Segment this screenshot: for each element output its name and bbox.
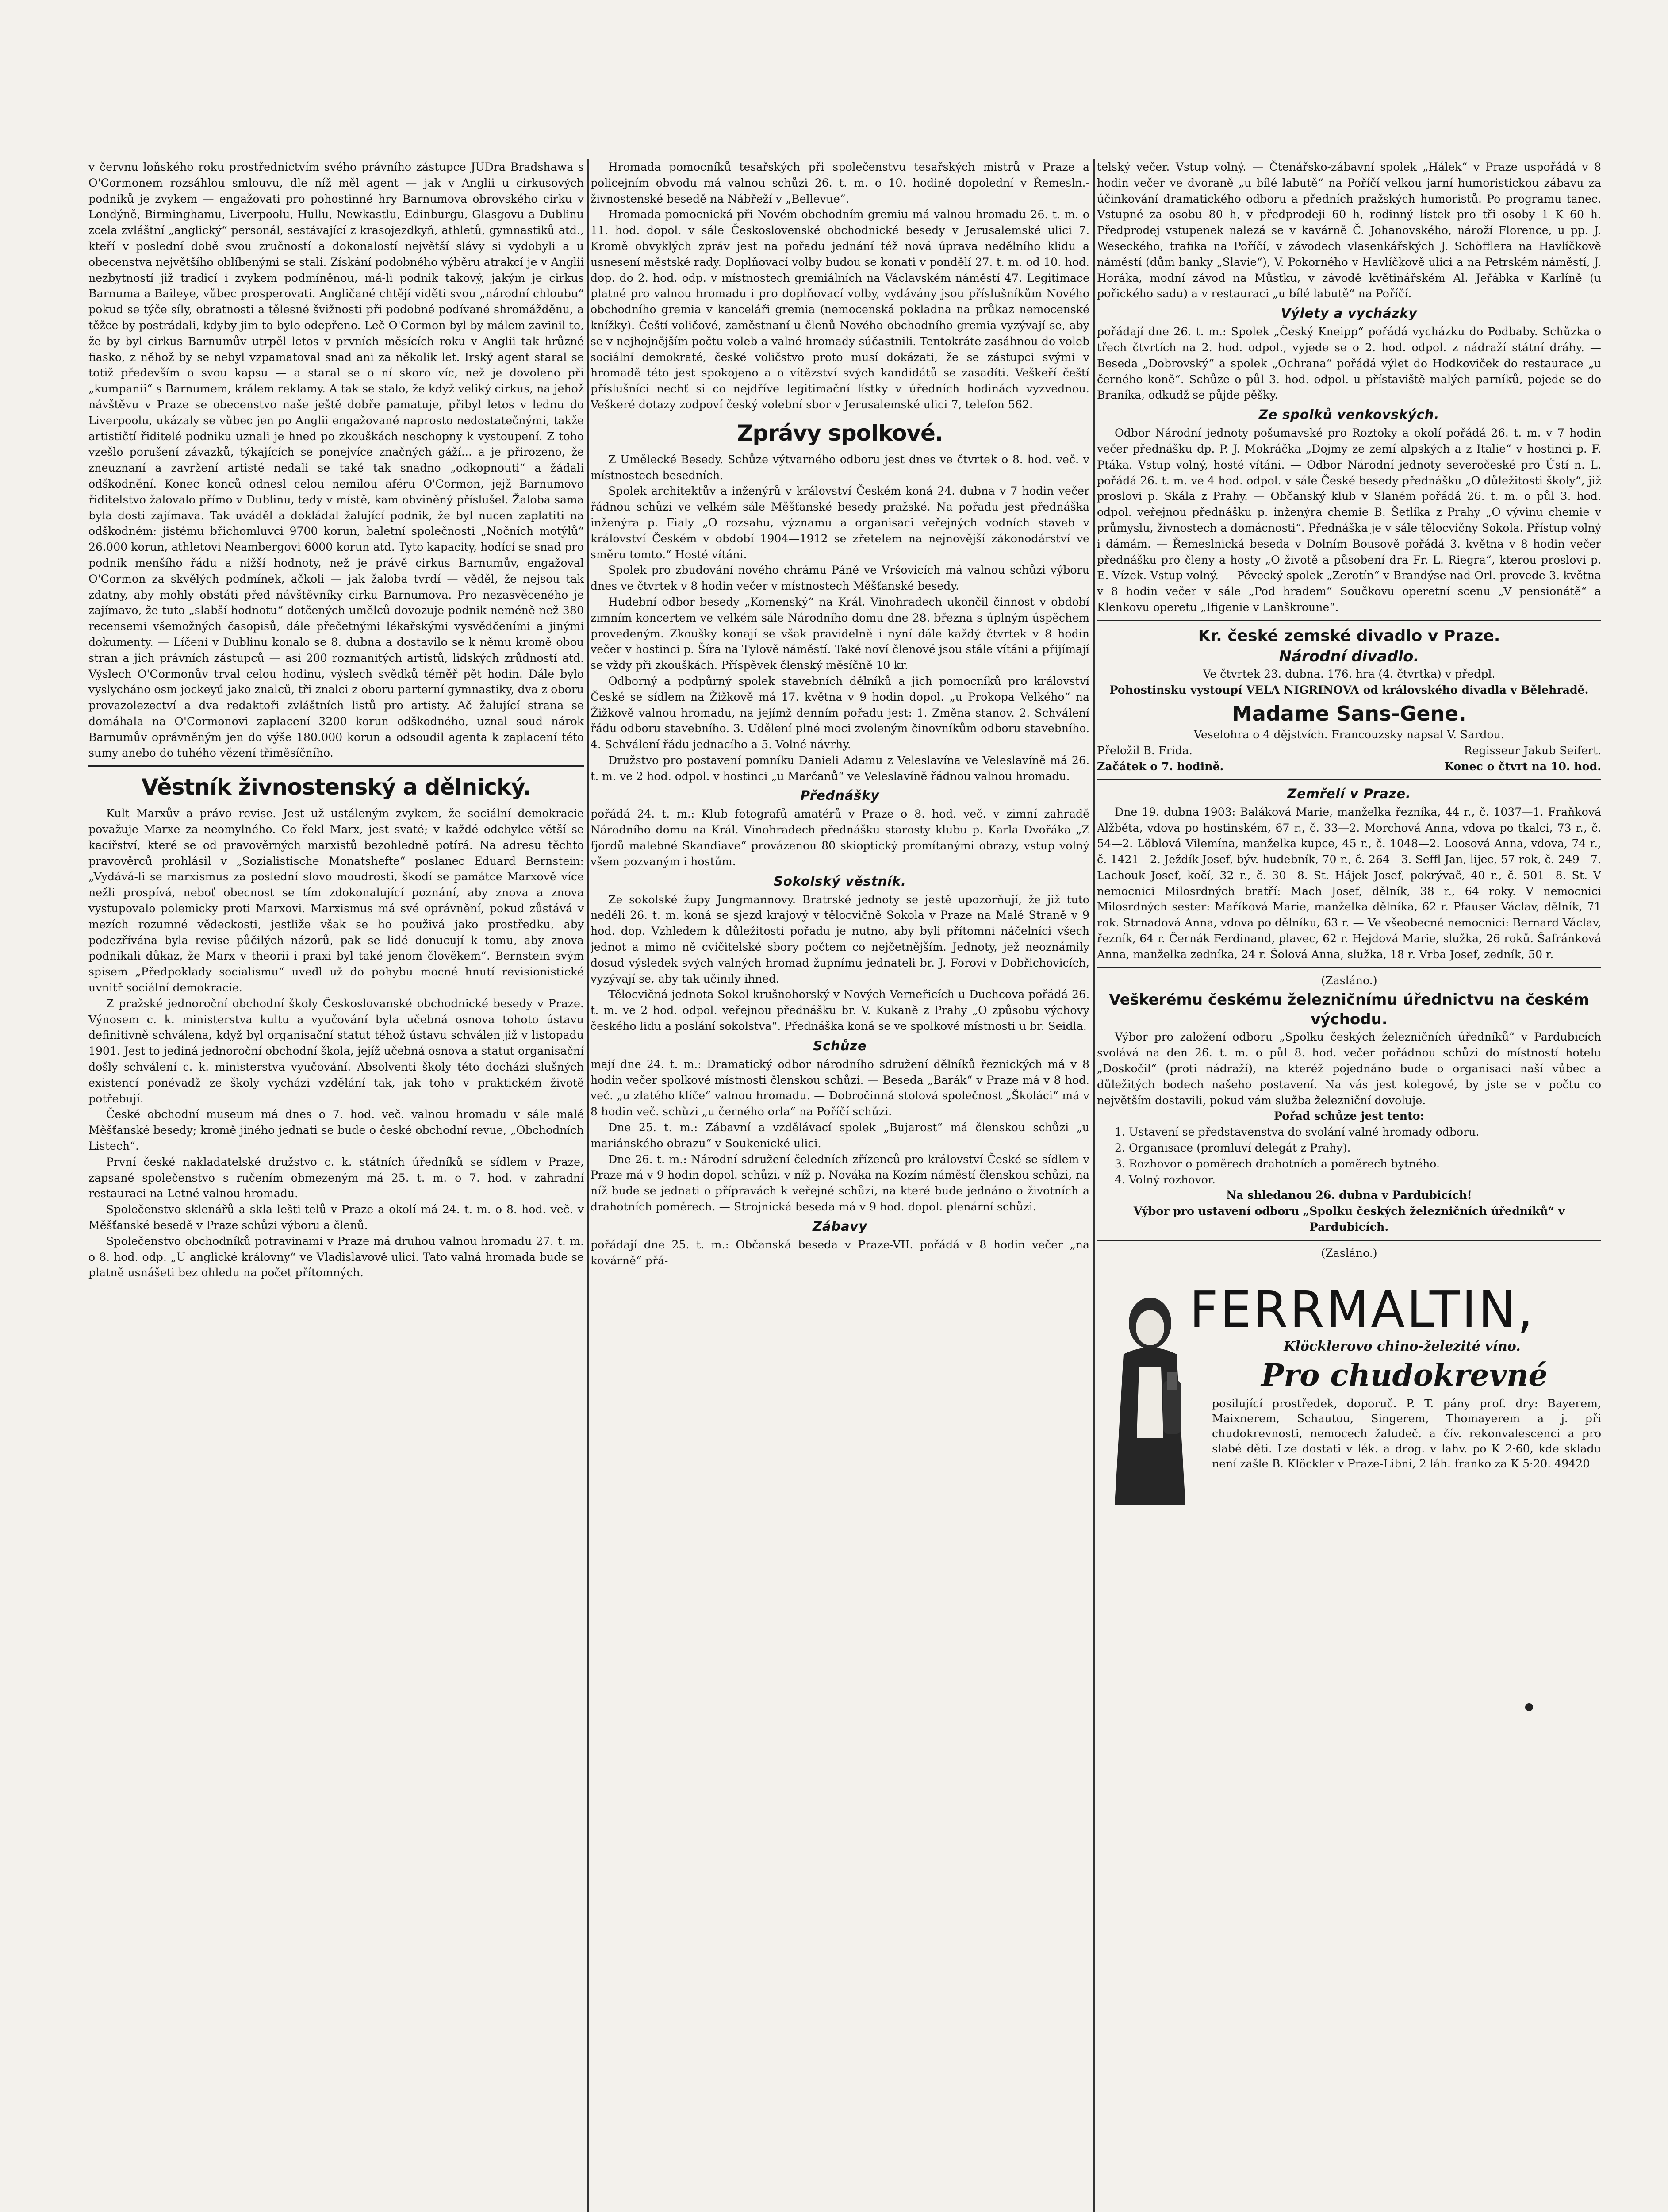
railway-agenda-4: 4. Volný rozhovor. xyxy=(1115,1173,1216,1186)
play-start: Začátek o 7. hodině. xyxy=(1097,759,1224,773)
ad-product-subtitle: Klöcklerovo chino-železité víno. xyxy=(1284,1338,1521,1354)
subheading-venkovskych: Ze spolků venkovských. xyxy=(1258,407,1440,422)
column-rule-1 xyxy=(587,159,589,2212)
divider-theatre-bottom xyxy=(1097,779,1601,780)
play-end: Konec o čtvrt na 10. hod. xyxy=(1444,759,1601,773)
subheading-vylety: Výlety a vycházky xyxy=(1281,306,1418,321)
article-chram: Spolek pro zbudování nového chrámu Páně ve Vršovicích má valnou schůzi výboru dnes ve čtvrtek v 8 hodin večer v místnostech Měšťanské besedy. xyxy=(591,564,1089,593)
article-potravinami: Společenstvo obchodníků potravinami v Praze má druhou valnou hromadu 27. t. m. o 8. hod. odp. „U anglické královny“ ve Vladislavově ulici. Tato valná hromada bude se platně usnášeti bez ohledu na počet přítomných. xyxy=(88,1234,584,1279)
circus-article: v červnu loňského roku prostřednictvím svého právního zástupce JUDra Bradshawa s O'Cormonem rozsáhlou smlouvu, dle níž měl agent — jak v Anglii u cirkusových podniků je zvykem — engažovati pro pohostinné hry Barnumova obrovského cirku v Londýně, Birminghamu, Liverpoolu, Hullu, Newkastlu, Edinburgu, Glasgovu a Dublinu zcela zvláštní „anglický“ personál, sestávající z krasojezdkyň, athletů, gymnastiků atd., kteří v poslední době svou zručností a dokonalostí největší slávy si vydobyli a u obecenstva největšího oblíbenými se stali. Získání podobného výběru atrakcí je v Anglii nezbytností již tradicí i zvykem podmíněnou, má-li podnik takový, jakým je cirkus Barnuma a Baileye, vůbec prosperovati. Angličané chtějí viděti svou „národní chloubu“ pokud se týče síly, obratnosti a tělesné švižnosti při podobné podívané shromážděnu, a těžce by postrádali, kdyby jim to bylo odepřeno. Leč O'Cormon byl by málem zavinil to, že by byl cirkus Barnumův utrpěl letos v prvních měsících roku v Anglii tak hrůzné fiasko, z něhož by se nebyl vzpamatoval snad ani za několik let. Irský agent staral se totiž především o svou kapsu — a staral se o ní skoro víc, než je dovoleno při „kumpanii“ s Barnumem, králem reklamy. A tak se stalo, že když veliký cirkus, na jehož návštěvu v Praze se obecenstvo naše ještě dobře pamatuje, přibyl letos v lednu do Liverpoolu, ukázaly se vůbec jen po Anglii engažované naprosto nedostatečnými, takže artističtí řiditelé podniku uznali je hned po zkouškách neschopny k vystoupení. Z toho vzešlo porušení závazků, týkajících se ponejvíce značných gáží... a je přirozeno, že zneuznaní a zavržení artisté nedali se také tak snadno „odkopnouti“ a žádali odškodnění. Konec konců odnesl celou nemilou aféru O'Cormon, jejž Barnumovo řiditelstvo žalovalo přímo v Dublinu, tedy v místě, kam obviněný příslušel. Žaloba sama byla dosti zajímava. Tak uváděl a dokládal žalující podnik, že byl nucen zaplatiti na odškodném: jistému břichomluvci 9700 korun, baletní společnosti „Nočních motýlů“ 26.000 korun, athletovi Neambergovi 6000 korun atd. Tyto kapacity, hodící se snad pro podnik menšího řádu a nižší hodnoty, než je právě cirkus Barnumův, engažoval O'Cormon za skvělých podmínek, ačkoli — jak žaloba tvrdí — věděl, že nejsou tak zdatny, aby mohly obstáti před návštěvníky cirku Barnumova. Pro nezasvěceného je zajímavo, že tuto „slabší hodnotu“ dotčených umělců dovozuje podnik neméně než 380 recensemi všemožných časopisů, dále přečetnými lékařskými vysvědčeními a jinými dokumenty. — Líčení v Dublinu konalo se 8. dubna a dostavilo se k němu kromě obou stran a jich právních zástupců — asi 200 rozmanitých artistů, lidských zrůdností atd. Výslech O'Cormonův trval celou hodinu, výslech svědků téměř pět hodin. Dále bylo vyslycháno osm jockeyů jako znalců, tři znalci z oboru parterní gymnastiky, dva z oboru provazolezectví a dva redaktoři zvláštních listů pro artisty. Ač žalující strana se domáhala na O'Cormonovi zaplacení 3200 korun odškodného, uznal soud nárok Barnumův oprávněným jen do výše 180.000 korun a odsoudil agenta k zaplacení této sumy anebo do tuhého vězení třiměsíčního. xyxy=(88,161,584,760)
column-middle xyxy=(591,159,1089,2212)
railway-agenda-1: 1. Ustavení se představenstva do svolání valné hromady odboru. xyxy=(1115,1125,1480,1139)
theatre-date-line: Ve čtvrtek 23. dubna. 176. hra (4. čtvrtka) v předpl. xyxy=(1203,667,1495,680)
railway-article: Výbor pro založení odboru „Spolku českých železničních úředníků“ v Pardubicích svolává na den 26. t. m. o půl 8. hod. večer pořádnou schůzi do místností hotelu „Doskočil“ (proti nádraží), na kteréž pojednáno bude o organisaci naší vůbec a důležitých bodech našeho postavení. Na vás jest kolegové, by jste se v počtu co největším dostavili, pokud vám služba železniční dovoluje. xyxy=(1097,1030,1601,1107)
subheading-sokolsky: Sokolský věstník. xyxy=(774,873,906,889)
ad-body-text: posilující prostředek, doporuč. P. T. pány prof. dry: Bayerem, Maixnerem, Schautou, Singerem, Thomayerem a j. při chudokrevnosti, nemocech žaludeč. a čív. rekonvalescenci a pro slabé děti. Lze dostati v lék. a drog. v lahv. po K 2·60, kde skladu není zašle B. Klöckler v Praze-Libni, 2 láh. franko za K 5·20. 49420 xyxy=(1212,1397,1601,1470)
section-heading-vestnik: Věstník živnostenský a dělnický. xyxy=(141,774,531,800)
railway-closing: Na shledanou 26. dubna v Pardubicích! xyxy=(1226,1188,1472,1202)
zaslano-label-1: (Zasláno.) xyxy=(1321,974,1377,987)
article-schuze-26: Dne 26. t. m.: Národní sdružení čeledních zřízenců pro království České se sídlem v Praze má v 9 hodin dopol. schůzi, v níž p. Nováka na Kozím náměstí členskou schůzi, na níž bude se jednati o přípravách k veřejné schůzi, na které bude jednáno o životních a drahotních poměrech. — Strojnická beseda má v 9 hod. dopol. plenární schůzi. xyxy=(591,1152,1089,1214)
play-director: Regisseur Jakub Seifert. xyxy=(1464,744,1601,757)
column-left xyxy=(88,159,584,2212)
play-credits xyxy=(1097,743,1601,759)
column-right xyxy=(1097,159,1601,2212)
theatre-listing xyxy=(1097,626,1601,775)
divider-ad xyxy=(1097,1240,1601,1241)
ad-headline: Pro chudokrevné xyxy=(1261,1357,1548,1393)
ad-brand-name: FERRMALTIN, xyxy=(1189,1281,1535,1339)
railway-agenda-title: Pořad schůze jest tento: xyxy=(1274,1109,1424,1123)
zaslano-label-2: (Zasláno.) xyxy=(1321,1246,1377,1260)
play-description: Veselohra o 4 dějstvích. Francouzsky napsal V. Sardou. xyxy=(1194,728,1504,741)
theatre-guest-line: Pohostinsku vystoupí VELA NIGRINOVA od královského divadla v Bělehradě. xyxy=(1109,683,1589,696)
article-tesaru: Hromada pomocníků tesařských při společenstvu tesařských mistrů v Praze a policejním obvodu má valnou schůzi 26. t. m. o 10. hodině dopolední v Řemesln.-živnostenské besedě na Nábřeží v „Bellevue“. xyxy=(591,161,1089,205)
article-gremium: Hromada pomocnická při Novém obchodním gremiu má valnou hromadu 26. t. m. o 11. hod. dopol. v sále Československé obchodnické besedy v Jerusalemské ulici 7. Kromě obvyklých zpráv jest na pořadu jednání též nová úprava nedělního klidu a usnesení městské rady. Doplňovací volby budou se konati v pondělí 27. t. m. od 10. hod. dop. do 2. hod. odp. v místnostech gremiálních na Václavském náměstí 47. Legitimace platné pro valnou hromadu i pro doplňovací volby, vydávány jsou příslušníkům Nového obchodního gremia v kanceláři gremia (nemocenská pokladna na průkaz nemocenské knížky). Čeští voličové, zaměstnaní u členů Nového obchodního gremia vyzývají se, aby se v nejhojnějším počtu voleb a valné hromady súčastnili. Tentokráte zasáhnou do voleb sociální demokraté, české voličstvo proto musí dokázati, že se zástupci svými v hromadě této jest spokojeno a o vítězství svých kandidátů se zasadíti. Veškeří čeští příslušníci nechť si co nejdříve legitimační lístky v úředních hodinách vyzvednou. Veškeré dotazy zodpoví český volební sbor v Jerusalemské ulici 7, telefon 562. xyxy=(591,208,1089,411)
article-umelecka-beseda: Z Umělecké Besedy. Schůze výtvarného odboru jest dnes ve čtvrtek o 8. hod. več. v místnostech besedních. xyxy=(591,453,1089,482)
ferrmaltin-advertisement xyxy=(1097,1266,1601,1522)
article-nakladatelske: První české nakladatelské družstvo c. k. státních úředníků se sídlem v Praze, zapsané společenstvo s ručením obmezeným má 25. t. m. o 7. hod. v zahradní restauraci na Letné valnou hromadu. xyxy=(88,1155,584,1200)
article-schuze-25: Dne 25. t. m.: Zábavní a vzdělávací spolek „Bujarost“ má členskou schůzi „u mariánského obrazu“ v Soukenické ulici. xyxy=(591,1121,1089,1150)
article-zemreli: Dne 19. dubna 1903: Baláková Marie, manželka řezníka, 44 r., č. 1037—1. Fraňková Alžběta, vdova po hostinském, 67 r., č. 33—2. Morchová Anna, vdova po tkalci, 73 r., č. 54—2. Löblová Vilemína, manželka kupce, 45 r., č. 1048—2. Loosová Anna, vdova, 74 r., č. 1421—2. Ježdík Josef, býv. hudebník, 70 r., č. 264—3. Seffl Jan, lijec, 57 rok, č. 249—7. Lachouk Josef, kočí, 32 r., č. 30—8. St. Hájek Josef, pokrývač, 40 r., č. 501—8. St. V nemocnici Milosrdných bratří: Mach Josef, dělník, 38 r., 64 roky. V nemocnici Milosrdných sester: Maříková Marie, manželka dělníka, 62 r. Pfauser Václav, dělník, 71 rok. Strnadová Anna, vdova po dělníku, 63 r. — Ve všeobecné nemocnici: Bernard Václav, řezník, 64 r. Černák Ferdinand, plavec, 62 r. Hejdová Marie, služka, 26 roků. Šafránková Anna, manželka zedníka, 24 r. Šolová Anna, služka, 18 r. Vrba Josef, zedník, 50 r. xyxy=(1097,805,1601,961)
section-heading-zpravy: Zprávy spolkové. xyxy=(737,420,943,446)
theatre-title: Kr. české zemské divadlo v Praze. xyxy=(1198,626,1500,645)
subheading-zemreli: Zemřelí v Praze. xyxy=(1287,786,1411,801)
column-rule-2 xyxy=(1093,159,1095,2212)
article-sokol-krusnohorsky: Tělocvičná jednota Sokol krušnohorský v Nových Verneřicích u Duchcova pořádá 26. t. m. ve 2 hod. odpol. veřejnou přednášku br. V. Kukaně z Prahy „O způsobu výchovy českého lidu a poslání sokolstva“. Přednáška koná se ve spolkové místnosti u br. Seidla. xyxy=(591,988,1089,1033)
play-title: Madame Sans-Gene. xyxy=(1232,702,1466,726)
railway-heading: Veškerému českému železničnímu úřednictvu na českém východu. xyxy=(1109,991,1589,1029)
railway-agenda-2: 2. Organisace (promluví delegát z Prahy). xyxy=(1115,1141,1351,1155)
article-vylety: pořádají dne 26. t. m.: Spolek „Český Kneipp“ pořádá vycházku do Podbaby. Schůzka o třech čtvrtích na 2. hod. odpol., vyjede se o 2. hod. odpol. z nádraží státní dráhy. — Beseda „Dobrovský“ a spolek „Ochrana“ pořádá výlet do Hodkoviček do restaurace „u černého koně“. Schůze o půl 3. hod. odpol. u přístaviště malých parníků, pojede se do Braníka, odkudž se půjde pěšky. xyxy=(1097,325,1601,402)
theatre-subtitle: Národní divadlo. xyxy=(1279,647,1419,665)
article-komensky: Hudební odbor besedy „Komenský“ na Král. Vinohradech ukončil činnost v období zimním koncertem ve velkém sále Národního domu dne 28. března s úplným úspěchem provedeným. Zkoušky konají se však pravidelně i nyní dále každý čtvrtek v 8 hodin večer v hostinci p. Šíra na Tylově náměstí. Také noví členové jsou stále vítáni a přijímají se vždy při zkouškách. Příspěvek členský měsíčně 10 kr. xyxy=(591,595,1089,672)
railway-signature: Výbor pro ustavení odboru „Spolku českých železničních úředníků“ v Pardubicích. xyxy=(1133,1204,1565,1234)
article-pomnik: Družstvo pro postavení pomníku Danieli Adamu z Veleslavína ve Veleslavíně má 26. t. m. ve 2 hod. odpol. v hostinci „u Marčanů“ ve Veleslavíně řádnou valnou hromadu. xyxy=(591,753,1089,783)
article-sklenaru: Společenstvo sklenářů a skla lešti-telů v Praze a okolí má 24. t. m. o 8. hod. več. v Měšťanské besedě v Praze schůzi výboru a členů. xyxy=(88,1203,584,1232)
play-times xyxy=(1097,759,1601,775)
article-architektu: Spolek architektův a inženýrů v království Českém koná 24. dubna v 7 hodin večer řádnou schůzi ve velkém sále Měšťanské besedy pražské. Na pořadu jest přednáška inženýra p. Fialy „O rozsahu, významu a organisaci veřejných vodních staveb v království Českém v období 1904—1912 se zřetelem na nejnovější zákonodárství ve směru tomto.“ Hosté vítáni. xyxy=(591,484,1089,561)
article-obchodni-skola: Z pražské jednoroční obchodní školy Českoslovanské obchodnické besedy v Praze. Výnosem c. k. ministerstva kultu a vyučování byla učebná osnova tohoto ústavu definitivně schválena, když byl organisační statut téhož ústavu schválen již v listopadu 1901. Jest to jediná jednoroční obchodní škola, jejíž učebná osnova a statut organisační došly schválení c. k. ministerstva vyučování. Absolventi školy této docházi slušných existencí ponévadž ze školy vycházi vzdělání tak, jak toho v praktickém životě potřebují. xyxy=(88,997,584,1105)
railway-agenda-3: 3. Rozhovor o poměrech drahotních a poměrech bytného. xyxy=(1115,1157,1440,1170)
article-schuze-24: mají dne 24. t. m.: Dramatický odbor národního sdružení dělníků řeznických má v 8 hodin večer spolkové místnosti členskou schůzi. — Beseda „Barák“ v Praze má v 8 hod. več. „u zlatého klíče“ valnou hromadu. — Dobročinná stolová společnost „Školáci“ má v 8 hodin več. schůzi „u černého orla“ na Poříčí schůzi. xyxy=(591,1057,1089,1118)
subheading-schuze: Schůze xyxy=(813,1038,867,1053)
article-zabavy: pořádají dne 25. t. m.: Občanská beseda v Praze-VII. pořádá v 8 hodin večer „na kovárně“ přá- xyxy=(591,1238,1089,1267)
article-halek: telský večer. Vstup volný. — Čtenářsko-zábavní spolek „Hálek“ v Praze uspořádá v 8 hodin večer ve dvoraně „u bílé labutě“ na Poříčí velkou jarní humoristickou zábavu za účinkování dramatického odboru a předních pražských humoristů. Po programu tanec. Vstupné za osobu 80 h, v předprodeji 60 h, rodinný lístek pro tři osoby 1 K 60 h. Předprodej vstupenek nalezá se v kavárně Č. Johanovského, nároží Florence, u pp. J. Weseckého, trafika na Poříčí, v závodech vlasenkářských J. Schöfflera na Havlíčkově náměstí (dům banky „Slavie“), V. Pokorného v Havlíčkově ulici a na Petrském náměstí, J. Horáka, modní závod na Můstku, v závodě květinářském Al. Jeřábka v Karlíně (u pořického sadu) a v restauraci „u bílé labutě“ na Poříčí. xyxy=(1097,161,1601,300)
article-zupa: Ze sokolské župy Jungmannovy. Bratrské jednoty se jestě upozorňují, že již tuto neděli 26. t. m. koná se sjezd krajový v tělocvičně Sokola v Praze na Malé Straně v 9 hod. dop. Vzhledem k důležitosti pořadu je nutno, aby byli přítomni náčelníci všech jednot a mimo ně cvičitelské sbory počtem co nejčetnějším. Jednoty, jež neoznámily dosud výsledek svých valných hromad župnímu jednateli br. J. Forovi v Dobřichovicích, vyzývají se, aby tak učinily ihned. xyxy=(591,893,1089,985)
subheading-zabavy: Zábavy xyxy=(813,1218,867,1234)
article-marx: Kult Marxův a právo revise. Jest už ustáleným zvykem, že sociální demokracie považuje Marxe za neomylného. Co řekl Marx, jest svaté; v každé odchylce větší se kacířství, které se od pravověrných marxistů bezohledně potírá. Na adresu těchto pravověrců prohlásil v „Sozialistische Monatshefte“ poslanec Eduard Bernstein: „Vydává-li se marxismus za poslední slovo moudrosti, škodí se památce Marxově více nežli prospívá, neboť obecnost se tím zdokonalující poznání, aby znova a znova vystupovalo polemicky proti Marxovi. Marxismus má své oprávnění, pokud zůstává v mezích rozumné vědeckosti, jestliže však se ho použivá jako prostředku, aby podezřívána byla revise půčilých názorů, pak se lidé donucují k tomu, aby znova podnikali důkaz, že Marx v theorii i praxi byl také jenom člověkem“. Bernstein svým spisem „Předpoklady socialismu“ uvedl už do pohybu mocné hnutí revisionistické uvnitř sociální demokracie. xyxy=(88,807,584,995)
divider-zaslano xyxy=(1097,967,1601,968)
play-translator: Přeložil B. Frida. xyxy=(1097,744,1193,757)
scan-speck xyxy=(1525,1703,1533,1711)
article-stavebnich: Odborný a podpůrný spolek stavebních dělníků a jich pomocníků pro království České se sídlem na Žižkově má 17. května v 9 hodin dopol. „u Prokopa Velkého“ na Žižkově valnou hromadu, na jejímž denním pořadu jest: 1. Změna stanov. 2. Schválení řádu odboru stavebního. 3. Udělení plné moci zvoleným činovníkům odboru stavebního. 4. Schválení řádu jednacího a 5. Volné návrhy. xyxy=(591,674,1089,751)
subheading-prednasky: Přednášky xyxy=(800,788,880,803)
article-museum: České obchodní museum má dnes o 7. hod. več. valnou hromadu v sále malé Měšťanské besedy; kromě jiného jednati se bude o české obchodní revue, „Obchodních Listech“. xyxy=(88,1108,584,1153)
divider-theatre-top xyxy=(1097,620,1601,621)
article-venkov: Odbor Národní jednoty pošumavské pro Roztoky a okolí pořádá 26. t. m. v 7 hodin večer přednášku dp. P. J. Mokráčka „Dojmy ze zemí alpských a z Italie“ v hostinci p. F. Ptáka. Vstup volný, hosté vítáni. — Odbor Národní jednoty severočeské pro Ústí n. L. pořádá 26. t. m. ve 4 hod. odpol. v sále České besedy přednášku „O důležitosti školy“, již proslovi p. Skála z Prahy. — Občanský klub v Slaném pořádá 26. t. m. o půl 3. hod. odpol. veřejnou přednášku p. inženýra chemie B. Šetlíka z Prahy „O vývinu chemie v průmyslu, živnostech a domácnosti“. Přednáška je v sále tělocvičny Sokola. Přístup volný i dámám. — Řemeslnická beseda v Dolním Bousově pořádá 3. května v 8 hodin večer přednášku pro členy a hosty „O životě a působení dra Fr. L. Riegra“, kterou proslovi p. E. Vízek. Vstup volný. — Pěvecký spolek „Zerotín“ v Brandýse nad Orl. provede 3. května v 8 hodin večer v sále „Pod hradem“ Součkovu operetní scenu „V pensionátě“ a Klenkovu operetu „Ifigenie v Lanškroune“. xyxy=(1097,426,1601,614)
section-divider xyxy=(88,765,584,767)
article-prednasky: pořádá 24. t. m.: Klub fotografů amatérů v Praze o 8. hod. več. v zimní zahradě Národního domu na Král. Vinohradech přednášku starosty klubu p. Karla Dvořáka „Z fjordů malebné Skandiave“ provázenou 80 skioptický promítanými obrazy, vstup volný všem pozvaným i hostům. xyxy=(591,807,1089,868)
